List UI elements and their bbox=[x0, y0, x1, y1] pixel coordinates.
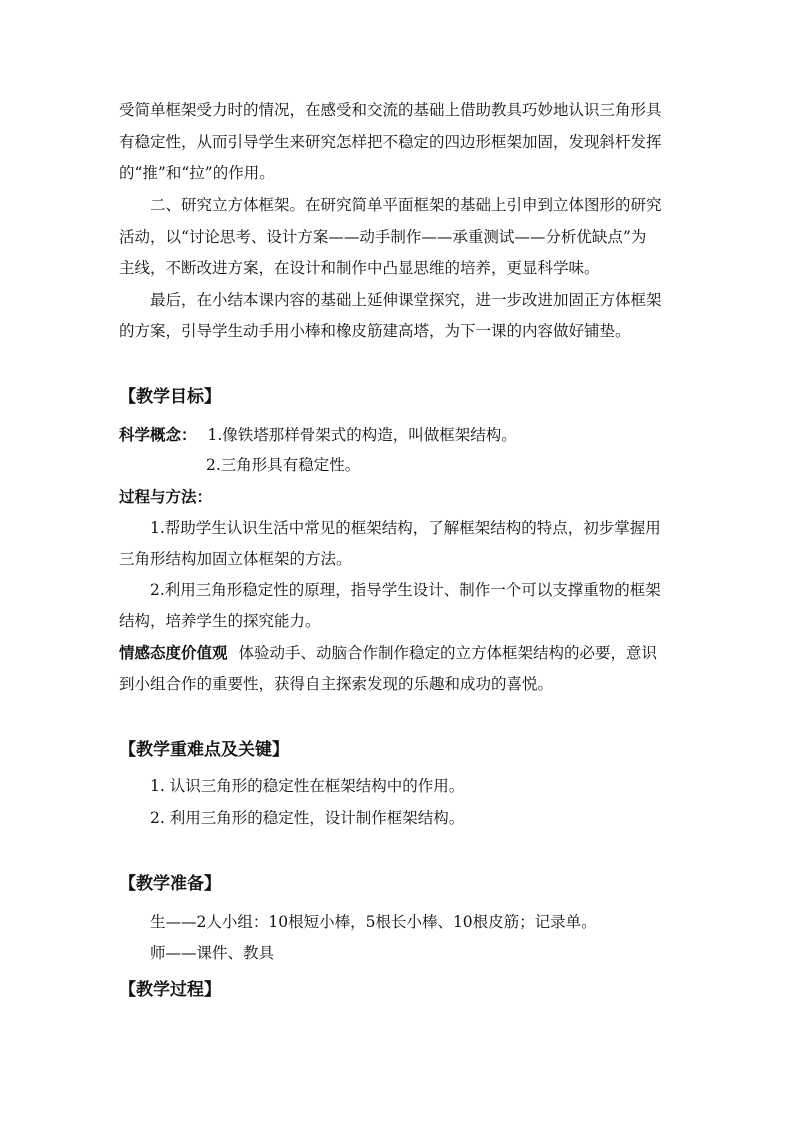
process-line: 三角形结构加固立体框架的方法。 bbox=[119, 550, 352, 568]
emotion-text: 体验动手、动脑合作制作稳定的立方体框架结构的必要，意识 bbox=[238, 644, 657, 662]
paragraph-line: 的“推”和“拉”的作用。 bbox=[119, 164, 275, 182]
paragraph-line: 二、研究立方体框架。在研究简单平面框架的基础上引申到立体图形的研究 bbox=[150, 196, 662, 214]
paragraph-line: 受简单框架受力时的情况，在感受和交流的基础上借助教具巧妙地认识三角形具 bbox=[119, 101, 662, 119]
section-heading-prep: 【教学准备】 bbox=[119, 874, 221, 894]
concept-label: 科学概念： bbox=[119, 425, 197, 444]
emotion-line: 到小组合作的重要性，获得自主探索发现的乐趣和成功的喜悦。 bbox=[119, 675, 554, 693]
keypoint-item: 2. 利用三角形的稳定性，设计制作框架结构。 bbox=[150, 809, 465, 827]
paragraph-line: 主线，不断改进方案，在设计和制作中凸显思维的培养，更显科学味。 bbox=[119, 259, 600, 277]
paragraph-line: 最后，在小结本课内容的基础上延伸课堂探究，进一步改进加固正方体框架 bbox=[150, 291, 662, 309]
section-heading-process: 【教学过程】 bbox=[119, 980, 221, 1000]
process-line: 2.利用三角形稳定性的原理，指导学生设计、制作一个可以支撑重物的框架 bbox=[150, 581, 661, 599]
section-heading-goals: 【教学目标】 bbox=[119, 387, 221, 407]
emotion-label: 情感态度价值观 bbox=[119, 643, 228, 662]
process-line: 结构，培养学生的探究能力。 bbox=[119, 612, 321, 630]
section-heading-keypoints: 【教学重难点及关键】 bbox=[119, 740, 289, 760]
process-line: 1.帮助学生认识生活中常见的框架结构，了解框架结构的特点，初步掌握用 bbox=[150, 519, 661, 537]
prep-item: 生——2人小组：10根短小棒，5根长小棒、10根皮筋；记录单。 bbox=[150, 913, 597, 931]
keypoint-item: 1. 认识三角形的稳定性在框架结构中的作用。 bbox=[150, 777, 465, 795]
concept-row-2: 2.三角形具有稳定性。 bbox=[206, 456, 361, 474]
paragraph-line: 的方案，引导学生动手用小棒和橡皮筋建高塔，为下一课的内容做好铺垫。 bbox=[119, 322, 631, 340]
paragraph-line: 活动，以“讨论思考、设计方案——动手制作——承重测试——分析优缺点”为 bbox=[119, 228, 647, 246]
emotion-row bbox=[119, 643, 679, 663]
prep-item: 师——课件、教具 bbox=[150, 944, 275, 962]
process-label: 过程与方法： bbox=[119, 487, 213, 506]
concept-row-1 bbox=[119, 425, 679, 445]
concept-text: 1.像铁塔那样骨架式的构造，叫做框架结构。 bbox=[207, 426, 517, 444]
paragraph-line: 有稳定性，从而引导学生来研究怎样把不稳定的四边形框架加固，发现斜杆发挥 bbox=[119, 133, 662, 151]
